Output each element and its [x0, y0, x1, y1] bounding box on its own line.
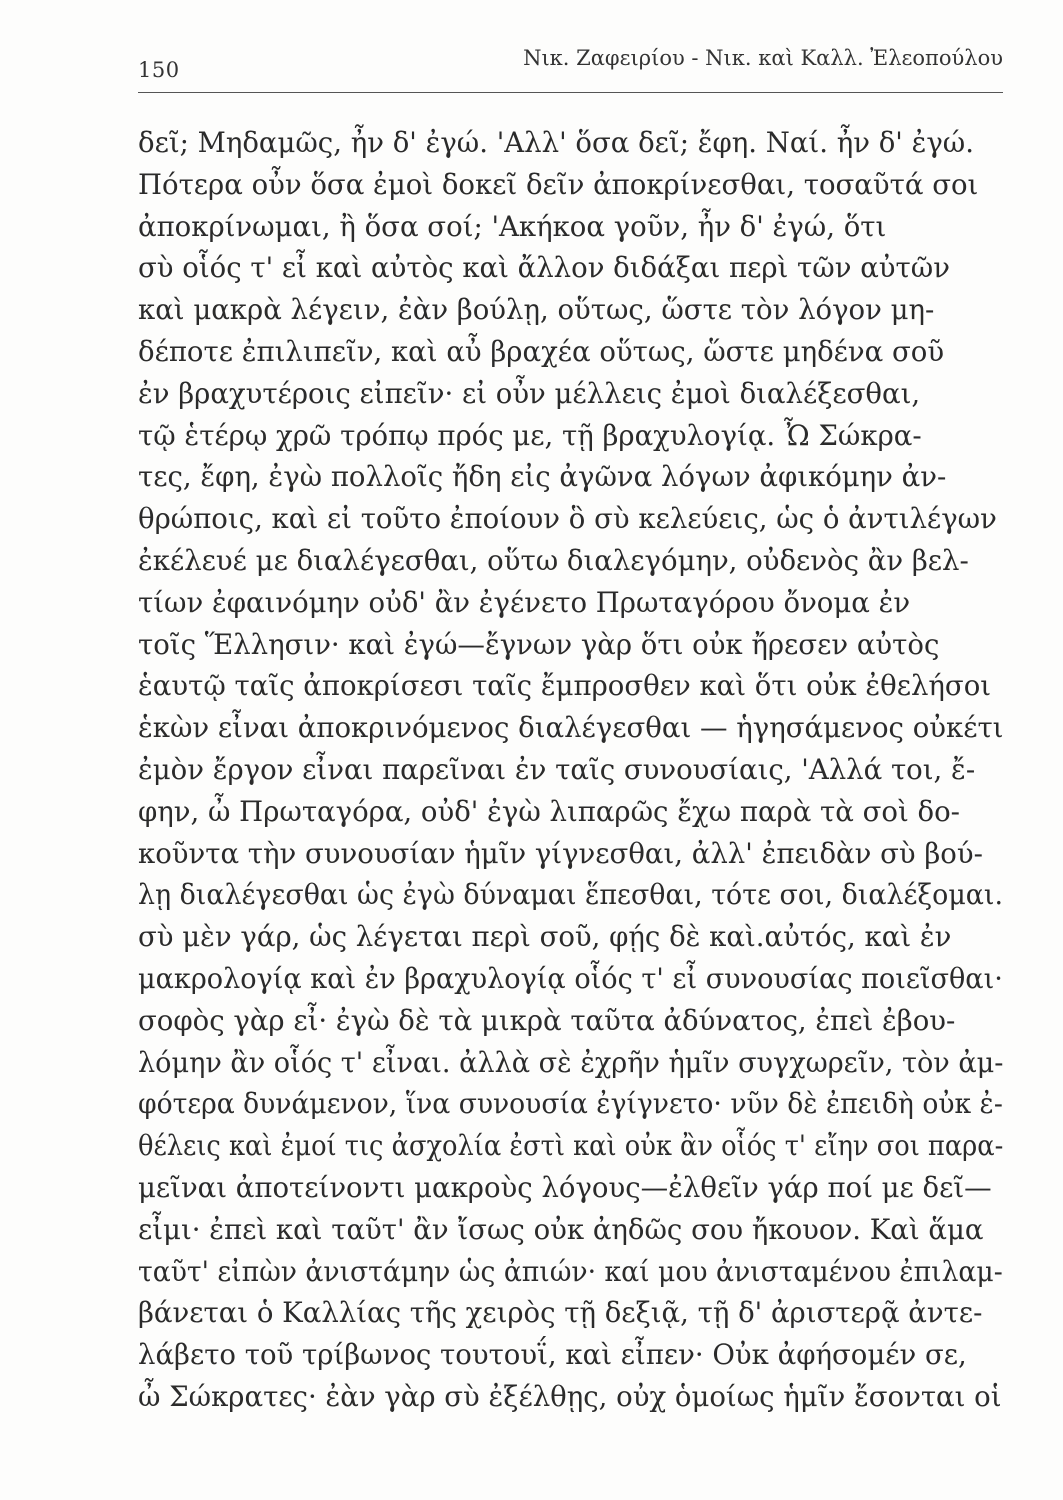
text-line: τίων ἐφαινόμην οὐδ' ἂν ἐγένετο Πρωταγόρου ὄνομα ἐν	[138, 585, 911, 619]
text-line: μακρολογίᾳ καὶ ἐν βραχυλογίᾳ οἷός τ' εἶ συνουσίας ποιεῖσθαι·	[138, 961, 1003, 995]
text-line: ἐν βραχυτέροις εἰπεῖν· εἰ οὖν μέλλεις ἐμοὶ διαλέξεσθαι,	[138, 376, 921, 410]
text-line: φην, ὦ Πρωταγόρα, οὐδ' ἐγὼ λιπαρῶς ἔχω παρὰ τὰ σοὶ δο-	[138, 794, 960, 828]
page-number: 150	[138, 58, 180, 82]
text-line: δεῖ; Μηδαμῶς, ἦν δ' ἐγώ. 'Αλλ' ὅσα δεῖ; ἔφη. Ναί. ἦν δ' ἐγώ.	[138, 126, 974, 159]
text-line: ταῦτ' εἰπὼν ἀνιστάμην ὡς ἀπιών· καί μου ἀνισταμένου ἐπιλαμ-	[138, 1254, 1003, 1288]
text-line: τοῖς Ἕλλησιν· καὶ ἐγώ—ἔγνων γὰρ ὅτι οὐκ ἤρεσεν αὐτὸς	[138, 627, 940, 661]
body-text	[138, 122, 1018, 1418]
text-line: τες, ἔφη, ἐγὼ πολλοῖς ἤδη εἰς ἀγῶνα λόγων ἀφικόμην ἀν-	[138, 460, 947, 494]
text-line: ἑαυτῷ ταῖς ἀποκρίσεσι ταῖς ἔμπροσθεν καὶ ὅτι οὐκ ἐθελήσοι	[138, 669, 992, 703]
text-line: τῷ ἑτέρῳ χρῶ τρόπῳ πρός με, τῇ βραχυλογίᾳ. Ὦ Σώκρα-	[138, 418, 922, 452]
text-line: ὦ Σώκρατες· ἐὰν γὰρ σὺ ἐξέλθῃς, οὐχ ὁμοίως ἡμῖν ἔσονται οἱ	[138, 1379, 1002, 1413]
page-header	[138, 44, 1003, 84]
text-line: θρώποις, καὶ εἰ τοῦτο ἐποίουν ὃ σὺ κελεύεις, ὡς ὁ ἀντιλέγων	[138, 502, 997, 536]
text-line: λόμην ἂν οἷός τ' εἶναι. ἀλλὰ σὲ ἐχρῆν ἡμῖν συγχωρεῖν, τὸν ἀμ-	[138, 1045, 1004, 1079]
text-line: μεῖναι ἀποτείνοντι μακροὺς λόγους—ἐλθεῖν γάρ ποί με δεῖ—	[138, 1170, 992, 1204]
running-head: Νικ. Ζαφειρίου - Νικ. καὶ Καλλ. Ἐλεοπούλου	[523, 46, 1003, 70]
text-line: λῃ διαλέγεσθαι ὡς ἐγὼ δύναμαι ἕπεσθαι, τότε σοι, διαλέξομαι.	[138, 878, 1003, 912]
text-line: Πότερα οὖν ὅσα ἐμοὶ δοκεῖ δεῖν ἀποκρίνεσθαι, τοσαῦτά σοι	[138, 167, 979, 201]
text-line: ἑκὼν εἶναι ἀποκρινόμενος διαλέγεσθαι — ἡγησάμενος οὐκέτι	[138, 711, 1004, 745]
text-line: λάβετο τοῦ τρίβωνος τουτουΐ, καὶ εἶπεν· Οὐκ ἀφήσομέν σε,	[138, 1338, 967, 1372]
text-line: σὺ μὲν γάρ, ὡς λέγεται περὶ σοῦ, φῄς δὲ καὶ.αὐτός, καὶ ἐν	[138, 920, 952, 954]
text-line: ἐκέλευέ με διαλέγεσθαι, οὕτω διαλεγόμην, οὐδενὸς ἂν βελ-	[138, 543, 969, 577]
text-line: θέλεις καὶ ἐμοί τις ἀσχολία ἐστὶ καὶ οὐκ ἂν οἷός τ' εἴην σοι παρα-	[138, 1129, 1004, 1163]
text-line: εἶμι· ἐπεὶ καὶ ταῦτ' ἂν ἴσως οὐκ ἀηδῶς σου ἤκουον. Καὶ ἅμα	[138, 1212, 984, 1246]
text-line: ἀποκρίνωμαι, ἢ ὅσα σοί; 'Ακήκοα γοῦν, ἦν δ' ἐγώ, ὅτι	[138, 209, 887, 243]
text-line: σὺ οἷός τ' εἶ καὶ αὐτὸς καὶ ἄλλον διδάξαι περὶ τῶν αὐτῶν	[138, 251, 950, 285]
text-line: ἐμὸν ἔργον εἶναι παρεῖναι ἐν ταῖς συνουσίαις, 'Αλλά τοι, ἔ-	[138, 752, 976, 786]
header-rule	[138, 92, 1003, 93]
text-line: φότερα δυνάμενον, ἵνα συνουσία ἐγίγνετο· νῦν δὲ ἐπειδὴ οὐκ ἐ-	[138, 1087, 1003, 1121]
text-line: δέποτε ἐπιλιπεῖν, καὶ αὖ βραχέα οὕτως, ὥστε μηδένα σοῦ	[138, 334, 945, 368]
text-line: κοῦντα τὴν συνουσίαν ἡμῖν γίγνεσθαι, ἀλλ' ἐπειδὰν σὺ βού-	[138, 836, 983, 870]
text-line: σοφὸς γὰρ εἶ· ἐγὼ δὲ τὰ μικρὰ ταῦτα ἀδύνατος, ἐπεὶ ἐβου-	[138, 1003, 956, 1037]
text-line: καὶ μακρὰ λέγειν, ἐὰν βούλῃ, οὕτως, ὥστε τὸν λόγον μη-	[138, 293, 935, 327]
text-line: βάνεται ὁ Καλλίας τῆς χειρὸς τῇ δεξιᾷ, τῇ δ' ἀριστερᾷ ἀντε-	[138, 1296, 983, 1330]
